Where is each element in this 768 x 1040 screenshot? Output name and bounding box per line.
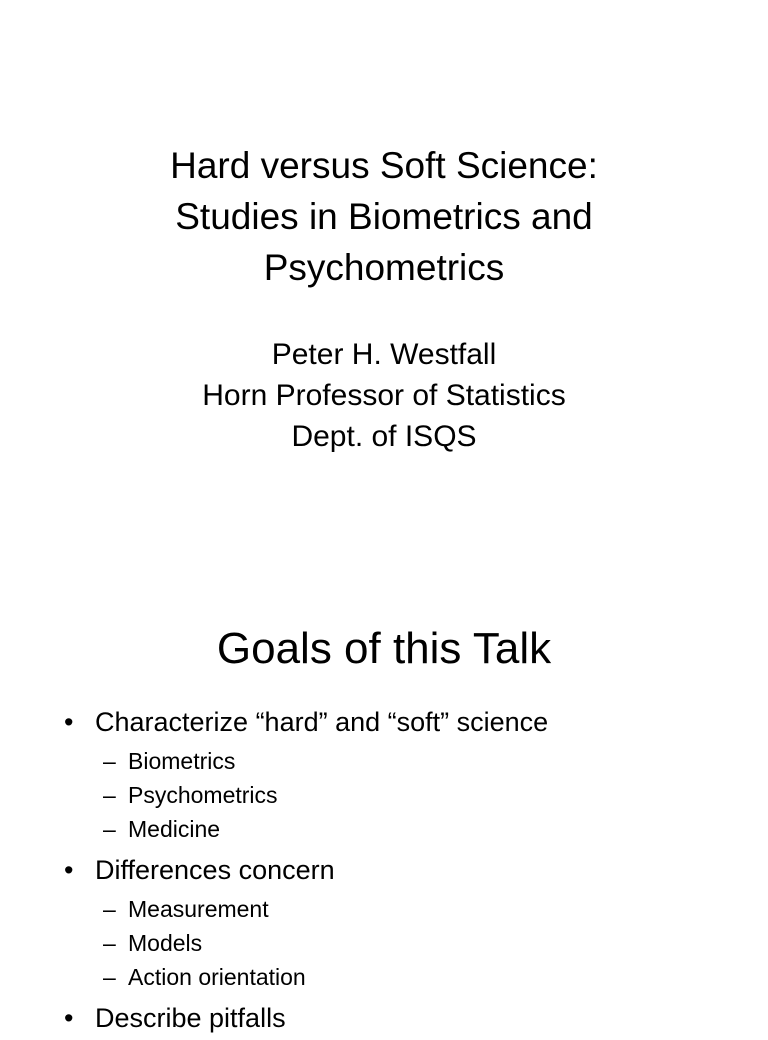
sub-bullet-text: Measurement — [128, 896, 269, 922]
sub-bullet-item — [0, 960, 768, 994]
goals-bullet-list — [0, 700, 768, 1040]
sub-bullet-item — [0, 812, 768, 846]
title-line-3: Psychometrics — [263, 247, 505, 288]
dash-icon: – — [103, 816, 116, 842]
author-department: Dept. of ISQS — [291, 420, 477, 453]
sub-bullet-item — [0, 892, 768, 926]
sub-bullet-text: Medicine — [128, 816, 221, 842]
title-line-2: Studies in Biometrics and — [175, 196, 593, 237]
bullet-text: Characterize “hard” and “soft” science — [95, 707, 549, 737]
sub-bullet-item — [0, 778, 768, 812]
bullet-item — [0, 848, 768, 994]
sub-bullet-text: Action orientation — [128, 964, 306, 990]
bullet-item — [0, 700, 768, 846]
presentation-title — [0, 140, 768, 293]
bullet-text: Differences concern — [95, 855, 335, 885]
sub-bullet-text: Biometrics — [128, 748, 236, 774]
sub-bullet-text: Psychometrics — [128, 782, 278, 808]
bullet-dot-icon: • — [64, 855, 74, 885]
author-info — [0, 334, 768, 457]
sub-bullet-list — [95, 744, 768, 846]
goals-title: Goals of this Talk — [216, 624, 552, 673]
author-position: Horn Professor of Statistics — [202, 379, 566, 412]
author-name: Peter H. Westfall — [271, 338, 497, 371]
sub-bullet-list — [95, 892, 768, 994]
dash-icon: – — [103, 748, 116, 774]
bullet-item — [0, 996, 768, 1040]
sub-bullet-item — [0, 744, 768, 778]
dash-icon: – — [103, 896, 116, 922]
sub-bullet-text: Models — [128, 930, 203, 956]
bullet-text: Describe pitfalls — [95, 1003, 286, 1033]
title-slide — [0, 0, 768, 512]
dash-icon: – — [103, 964, 116, 990]
dash-icon: – — [103, 930, 116, 956]
sub-bullet-item — [0, 926, 768, 960]
title-line-1: Hard versus Soft Science: — [170, 145, 598, 186]
bullet-dot-icon: • — [64, 1003, 74, 1033]
dash-icon: – — [103, 782, 116, 808]
bullet-dot-icon: • — [64, 707, 74, 737]
